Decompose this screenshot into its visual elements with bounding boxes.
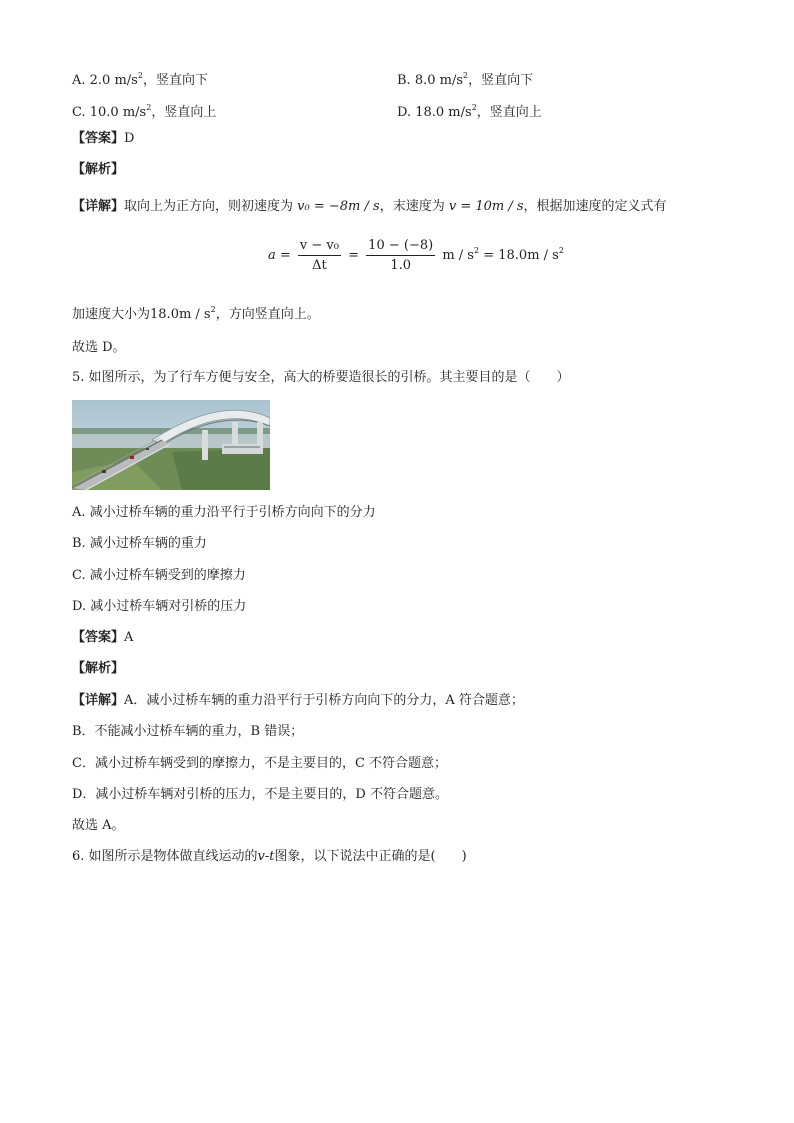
acceleration-formula: a = $\frac{\text{v − v₀}}{\Delta t}$ = $\frac{10 - (-8)}{1.0}$ $m / s^2 = 18.0m / s^2$ — [268, 238, 564, 273]
answer-line — [72, 131, 134, 147]
q5-detail-1: 【详解】A．减小过桥车辆的重力沿平行于引桥方向向下的分力，A 符合题意； — [72, 693, 524, 708]
question-6: 6. 如图所示是物体做直线运动的v-t图象，以下说法中正确的是( ) — [72, 849, 467, 864]
option-c: C. 10.0 $m/s^2$，竖直向上 — [72, 103, 217, 120]
q5-option-d: D. 减小过桥车辆对引桥的压力 — [72, 599, 247, 614]
q5-option-c: C. 减小过桥车辆受到的摩擦力 — [72, 568, 246, 583]
q5-answer-line: 【答案】A — [72, 630, 134, 645]
answer-tag: 【答案】 — [72, 131, 125, 146]
q5-detail-4: D．减小过桥车辆对引桥的压力，不是主要目的，D 不符合题意。 — [72, 787, 448, 802]
detail-line: 【详解】取向上为正方向，则初速度为 v₀ = −8m / s，末速度为 v = 10m / s，根据加速度的定义式有 — [72, 199, 667, 214]
option-b: B. 8.0 $m/s^2$，竖直向下 — [397, 71, 534, 88]
q5-choose: 故选 A。 — [72, 818, 125, 833]
bridge-photo — [72, 400, 270, 490]
choose-line: 故选 D。 — [72, 340, 126, 355]
answer-value: D — [124, 131, 135, 146]
analysis-tag: 【解析】 — [72, 162, 125, 177]
q5-analysis-tag: 【解析】 — [72, 661, 125, 676]
q5-detail-3: C．减小过桥车辆受到的摩擦力，不是主要目的，C 不符合题意； — [72, 756, 448, 771]
q5-detail-2: B．不能减小过桥车辆的重力，B 错误； — [72, 724, 304, 739]
conclusion-line: 加速度大小为$18.0m / s^2$，方向竖直向上。 — [72, 305, 320, 322]
option-d: D. 18.0 $m/s^2$，竖直向上 — [397, 103, 542, 120]
option-a: A. 2.0 $m/s^2$，竖直向下 — [72, 71, 208, 88]
q5-option-a: A. 减小过桥车辆的重力沿平行于引桥方向向下的分力 — [72, 505, 376, 520]
question-5: 5. 如图所示，为了行车方便与安全，高大的桥要造很长的引桥。其主要目的是（ ） — [72, 370, 570, 385]
q5-option-b: B. 减小过桥车辆的重力 — [72, 536, 207, 551]
